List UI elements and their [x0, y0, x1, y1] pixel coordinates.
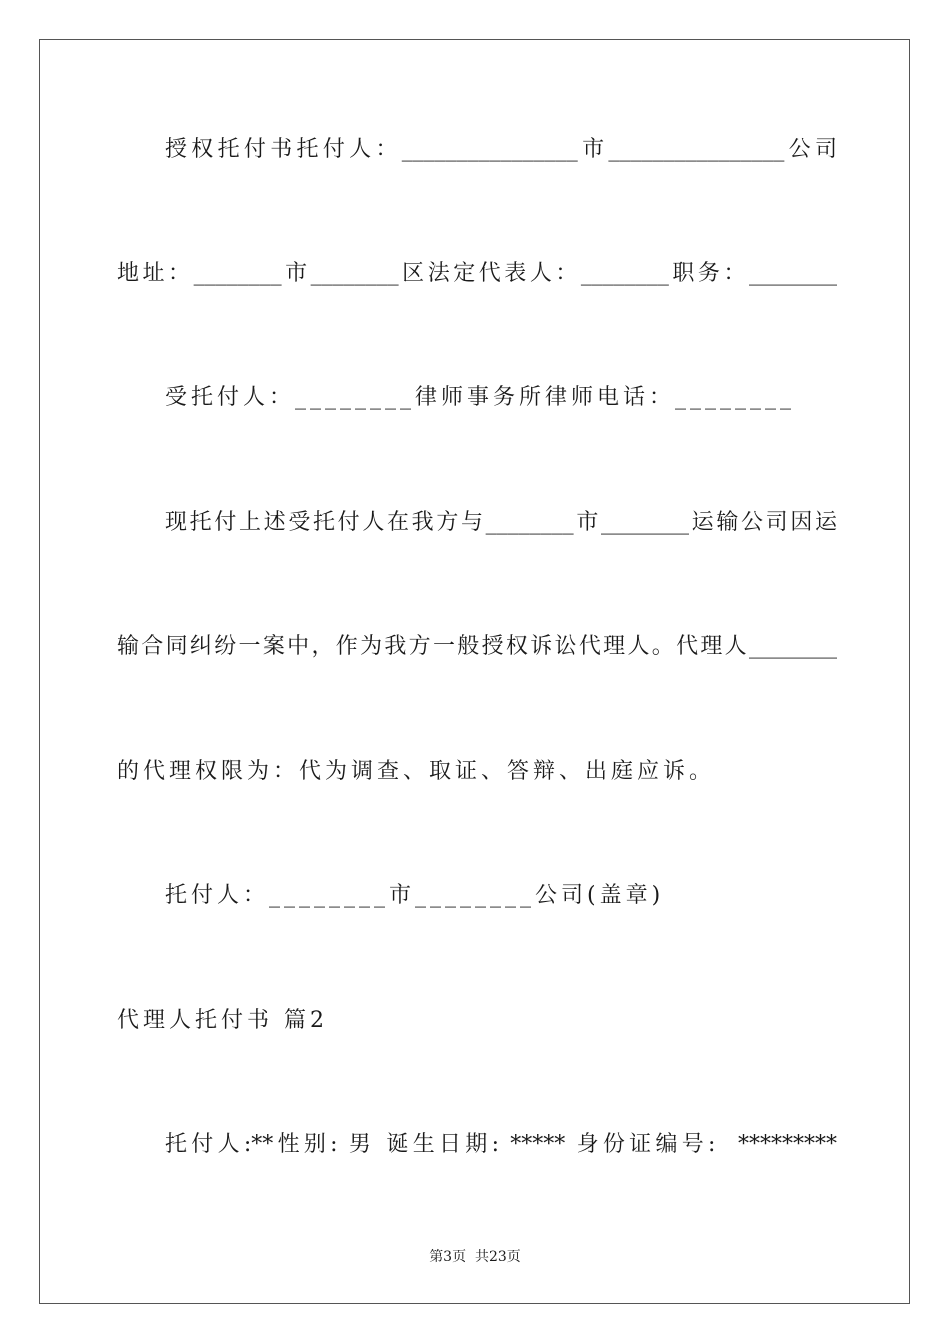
paragraph-authorization-principal: 授权托付书托付人：________________市________________公司	[165, 137, 837, 162]
page-number-footer: 第3页 共23页	[429, 1249, 521, 1265]
paragraph-entrustment-cont: 输合同纠纷一案中，作为我方一般授权诉讼代理人。代理人________	[117, 634, 837, 659]
paragraph-address: 地址：________市________区法定代表人：________职务：________	[117, 261, 837, 286]
paragraph-principal-seal: 托付人：________市________公司(盖章)	[165, 883, 665, 908]
section-heading: 代理人托付书 篇2	[117, 1008, 328, 1033]
page-border	[39, 39, 910, 1304]
paragraph-authority-scope: 的代理权限为：代为调查、取证、答辩、出庭应诉。	[117, 759, 716, 784]
paragraph-agent: 受托付人：________律师事务所律师电话：________	[165, 385, 796, 410]
paragraph-entrustment: 现托付上述受托付人在我方与________市________运输公司因运	[165, 510, 837, 535]
paragraph-principal-info: 托付人:**性别: 男 诞生日期: ***** 身份证编号: *********	[165, 1132, 837, 1157]
